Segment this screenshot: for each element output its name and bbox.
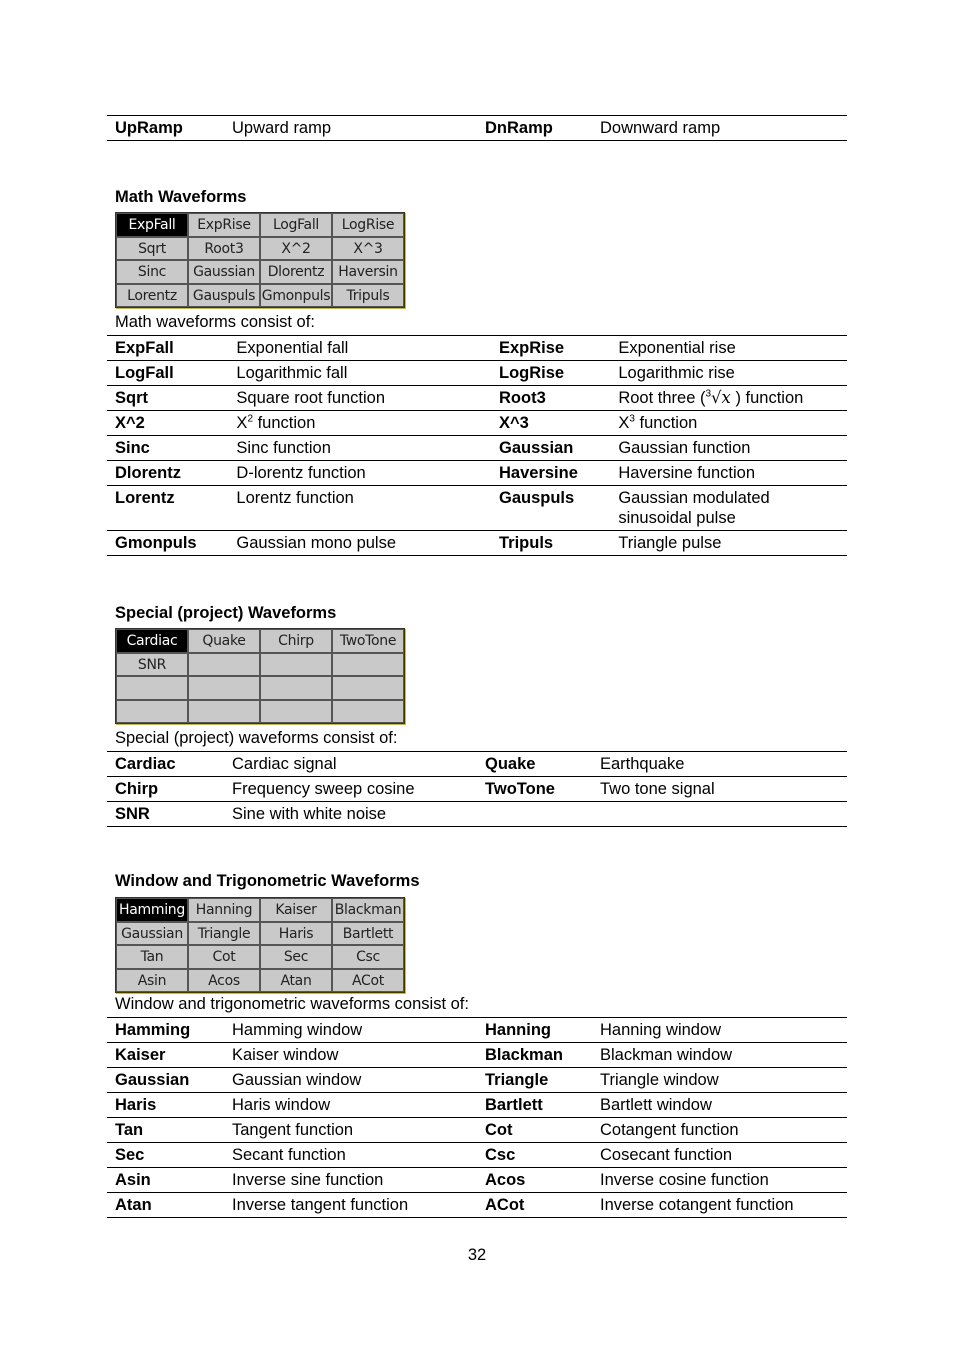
window-waveforms-heading: Window and Trigonometric Waveforms	[115, 872, 420, 890]
waveform-button[interactable]: Asin	[116, 969, 188, 993]
special-intro: Special (project) waveforms consist of:	[115, 729, 398, 747]
definition: Square root function	[236, 389, 386, 407]
definition: Cardiac signal	[232, 755, 337, 773]
definition	[228, 411, 491, 436]
waveform-button[interactable]: Cot	[188, 945, 260, 969]
empty-waveform-slot[interactable]	[260, 700, 332, 724]
definition-rest: function	[253, 414, 316, 432]
table-row	[107, 1143, 847, 1168]
term: Hamming	[115, 1021, 191, 1039]
waveform-button[interactable]: Sqrt	[116, 237, 188, 261]
definition: Inverse cosine function	[600, 1171, 769, 1189]
waveform-button[interactable]: Acos	[188, 969, 260, 993]
term: Blackman	[485, 1046, 563, 1064]
window-intro: Window and trigonometric waveforms consist of:	[115, 995, 469, 1013]
term: Root3	[499, 389, 546, 407]
definition: Inverse cotangent function	[600, 1196, 794, 1214]
table-row	[107, 1118, 847, 1143]
definition: Earthquake	[600, 755, 685, 773]
base: X	[618, 414, 630, 432]
table-row	[107, 386, 847, 411]
waveform-button[interactable]: X^2	[260, 237, 332, 261]
table-row	[107, 752, 847, 777]
definition: Kaiser window	[232, 1046, 339, 1064]
root-index: 3	[705, 388, 712, 400]
term: Chirp	[115, 780, 159, 798]
waveform-button[interactable]: SNR	[116, 653, 188, 677]
definition-suffix: ) function	[730, 389, 804, 407]
ramp-table	[107, 115, 847, 141]
definition: Gaussian modulated sinusoidal pulse	[618, 489, 770, 527]
waveform-button[interactable]: LogRise	[332, 213, 404, 237]
waveform-button[interactable]: Sinc	[116, 260, 188, 284]
table-row	[107, 777, 847, 802]
term: ExpRise	[499, 339, 565, 357]
waveform-button[interactable]: Hamming	[116, 898, 188, 922]
table-row	[107, 411, 847, 436]
term: Asin	[115, 1171, 151, 1189]
table-row	[107, 1043, 847, 1068]
table-row	[107, 1093, 847, 1118]
term: Sqrt	[115, 389, 148, 407]
table-row	[107, 1068, 847, 1093]
waveform-button[interactable]: TwoTone	[332, 629, 404, 653]
term: Bartlett	[485, 1096, 543, 1114]
waveform-button[interactable]: LogFall	[260, 213, 332, 237]
waveform-button[interactable]: Kaiser	[260, 898, 332, 922]
term: Sec	[115, 1146, 145, 1164]
table-row	[107, 361, 847, 386]
definition: Tangent function	[232, 1121, 354, 1139]
term: Quake	[485, 755, 536, 773]
definition: Downward ramp	[600, 119, 721, 137]
definition: Blackman window	[600, 1046, 733, 1064]
term: X^2	[115, 414, 145, 432]
definition: Frequency sweep cosine	[232, 780, 415, 798]
definition: Bartlett window	[600, 1096, 712, 1114]
definition: Inverse tangent function	[232, 1196, 409, 1214]
definition: Logarithmic rise	[618, 364, 735, 382]
definition: Sinc function	[236, 439, 331, 457]
definition: Upward ramp	[232, 119, 332, 137]
definition: Secant function	[232, 1146, 346, 1164]
waveform-button[interactable]: Quake	[188, 629, 260, 653]
definition: Hanning window	[600, 1021, 722, 1039]
definition	[610, 386, 847, 411]
empty-waveform-slot[interactable]	[260, 676, 332, 700]
definition: Haversine function	[618, 464, 756, 482]
special-waveform-grid	[115, 628, 405, 724]
definition: Gaussian window	[232, 1071, 362, 1089]
table-row	[107, 486, 847, 531]
term: Tan	[115, 1121, 144, 1139]
term: Haris	[115, 1096, 157, 1114]
term	[477, 802, 592, 827]
definition: D-lorentz function	[236, 464, 366, 482]
math-waveforms-heading: Math Waveforms	[115, 188, 247, 206]
exponent: 2	[247, 413, 253, 425]
waveform-button[interactable]: Sec	[260, 945, 332, 969]
waveform-button[interactable]: Haris	[260, 922, 332, 946]
waveform-button[interactable]: Bartlett	[332, 922, 404, 946]
waveform-button[interactable]: Hanning	[188, 898, 260, 922]
cube-root-symbol: √x	[711, 388, 731, 407]
definition: Hamming window	[232, 1021, 363, 1039]
exponent: 3	[629, 413, 635, 425]
definition: Inverse sine function	[232, 1171, 384, 1189]
table-row	[107, 531, 847, 556]
waveform-button[interactable]: X^3	[332, 237, 404, 261]
empty-waveform-slot[interactable]	[332, 676, 404, 700]
term: LogRise	[499, 364, 565, 382]
empty-waveform-slot[interactable]	[188, 653, 260, 677]
definition-rest: function	[634, 414, 698, 432]
term: SNR	[115, 805, 150, 823]
term: Gmonpuls	[115, 534, 197, 552]
term: Haversine	[499, 464, 578, 482]
table-row	[107, 1018, 847, 1043]
math-table	[107, 335, 847, 556]
waveform-button[interactable]: Gauspuls	[188, 284, 260, 308]
table-row	[107, 436, 847, 461]
term: DnRamp	[485, 119, 553, 137]
definition: Cotangent function	[600, 1121, 739, 1139]
definition: Gaussian mono pulse	[236, 534, 397, 552]
empty-waveform-slot[interactable]	[260, 653, 332, 677]
term: LogFall	[115, 364, 174, 382]
waveform-button[interactable]: ExpFall	[116, 213, 188, 237]
term: Cardiac	[115, 755, 176, 773]
waveform-button[interactable]: Haversin	[332, 260, 404, 284]
waveform-button[interactable]: Csc	[332, 945, 404, 969]
term: ExpFall	[115, 339, 174, 357]
term: ACot	[485, 1196, 525, 1214]
definition: Exponential fall	[236, 339, 349, 357]
table-row	[107, 116, 847, 141]
definition: Exponential rise	[618, 339, 736, 357]
term: Gaussian	[115, 1071, 190, 1089]
waveform-button[interactable]: Blackman	[332, 898, 404, 922]
term: Triangle	[485, 1071, 549, 1089]
term: Atan	[115, 1196, 152, 1214]
waveform-button[interactable]: ExpRise	[188, 213, 260, 237]
term: Csc	[485, 1146, 516, 1164]
window-waveform-grid	[115, 897, 405, 993]
definition	[592, 802, 847, 827]
term: Tripuls	[499, 534, 554, 552]
waveform-button[interactable]: Gaussian	[188, 260, 260, 284]
base: X	[236, 414, 248, 432]
empty-waveform-slot[interactable]	[188, 676, 260, 700]
term: Gauspuls	[499, 489, 575, 507]
definition-prefix: Root three (	[618, 389, 706, 407]
empty-waveform-slot[interactable]	[332, 653, 404, 677]
definition: Triangle window	[600, 1071, 719, 1089]
definition: Sine with white noise	[232, 805, 387, 823]
math-intro: Math waveforms consist of:	[115, 313, 315, 331]
term: Gaussian	[499, 439, 574, 457]
term: X^3	[499, 414, 529, 432]
waveform-button[interactable]: Chirp	[260, 629, 332, 653]
definition: Cosecant function	[600, 1146, 733, 1164]
definition: Two tone signal	[600, 780, 715, 798]
definition: Gaussian function	[618, 439, 751, 457]
window-table	[107, 1017, 847, 1218]
table-row	[107, 336, 847, 361]
term: Sinc	[115, 439, 150, 457]
waveform-button[interactable]: Triangle	[188, 922, 260, 946]
waveform-button[interactable]: Gmonpuls	[260, 284, 332, 308]
empty-waveform-slot[interactable]	[188, 700, 260, 724]
definition: Logarithmic fall	[236, 364, 348, 382]
table-row	[107, 461, 847, 486]
definition	[610, 411, 847, 436]
waveform-button[interactable]: Root3	[188, 237, 260, 261]
definition: Haris window	[232, 1096, 331, 1114]
term: Hanning	[485, 1021, 551, 1039]
special-waveforms-heading: Special (project) Waveforms	[115, 604, 337, 622]
waveform-button[interactable]: Tripuls	[332, 284, 404, 308]
table-row	[107, 1193, 847, 1218]
definition: Lorentz function	[236, 489, 354, 507]
waveform-button[interactable]: Cardiac	[116, 629, 188, 653]
term: TwoTone	[485, 780, 555, 798]
term: UpRamp	[115, 119, 183, 137]
table-row	[107, 1168, 847, 1193]
waveform-button[interactable]: ACot	[332, 969, 404, 993]
math-waveform-grid	[115, 212, 405, 308]
term: Kaiser	[115, 1046, 166, 1064]
waveform-button[interactable]: Lorentz	[116, 284, 188, 308]
empty-waveform-slot[interactable]	[332, 700, 404, 724]
waveform-button[interactable]: Tan	[116, 945, 188, 969]
empty-waveform-slot[interactable]	[116, 700, 188, 724]
waveform-button[interactable]: Gaussian	[116, 922, 188, 946]
empty-waveform-slot[interactable]	[116, 676, 188, 700]
definition: Triangle pulse	[618, 534, 722, 552]
table-row	[107, 802, 847, 827]
term: Lorentz	[115, 489, 175, 507]
waveform-button[interactable]: Dlorentz	[260, 260, 332, 284]
term: Dlorentz	[115, 464, 181, 482]
page-number: 32	[467, 1246, 487, 1264]
waveform-button[interactable]: Atan	[260, 969, 332, 993]
term: Cot	[485, 1121, 513, 1139]
term: Acos	[485, 1171, 526, 1189]
special-table	[107, 751, 847, 827]
